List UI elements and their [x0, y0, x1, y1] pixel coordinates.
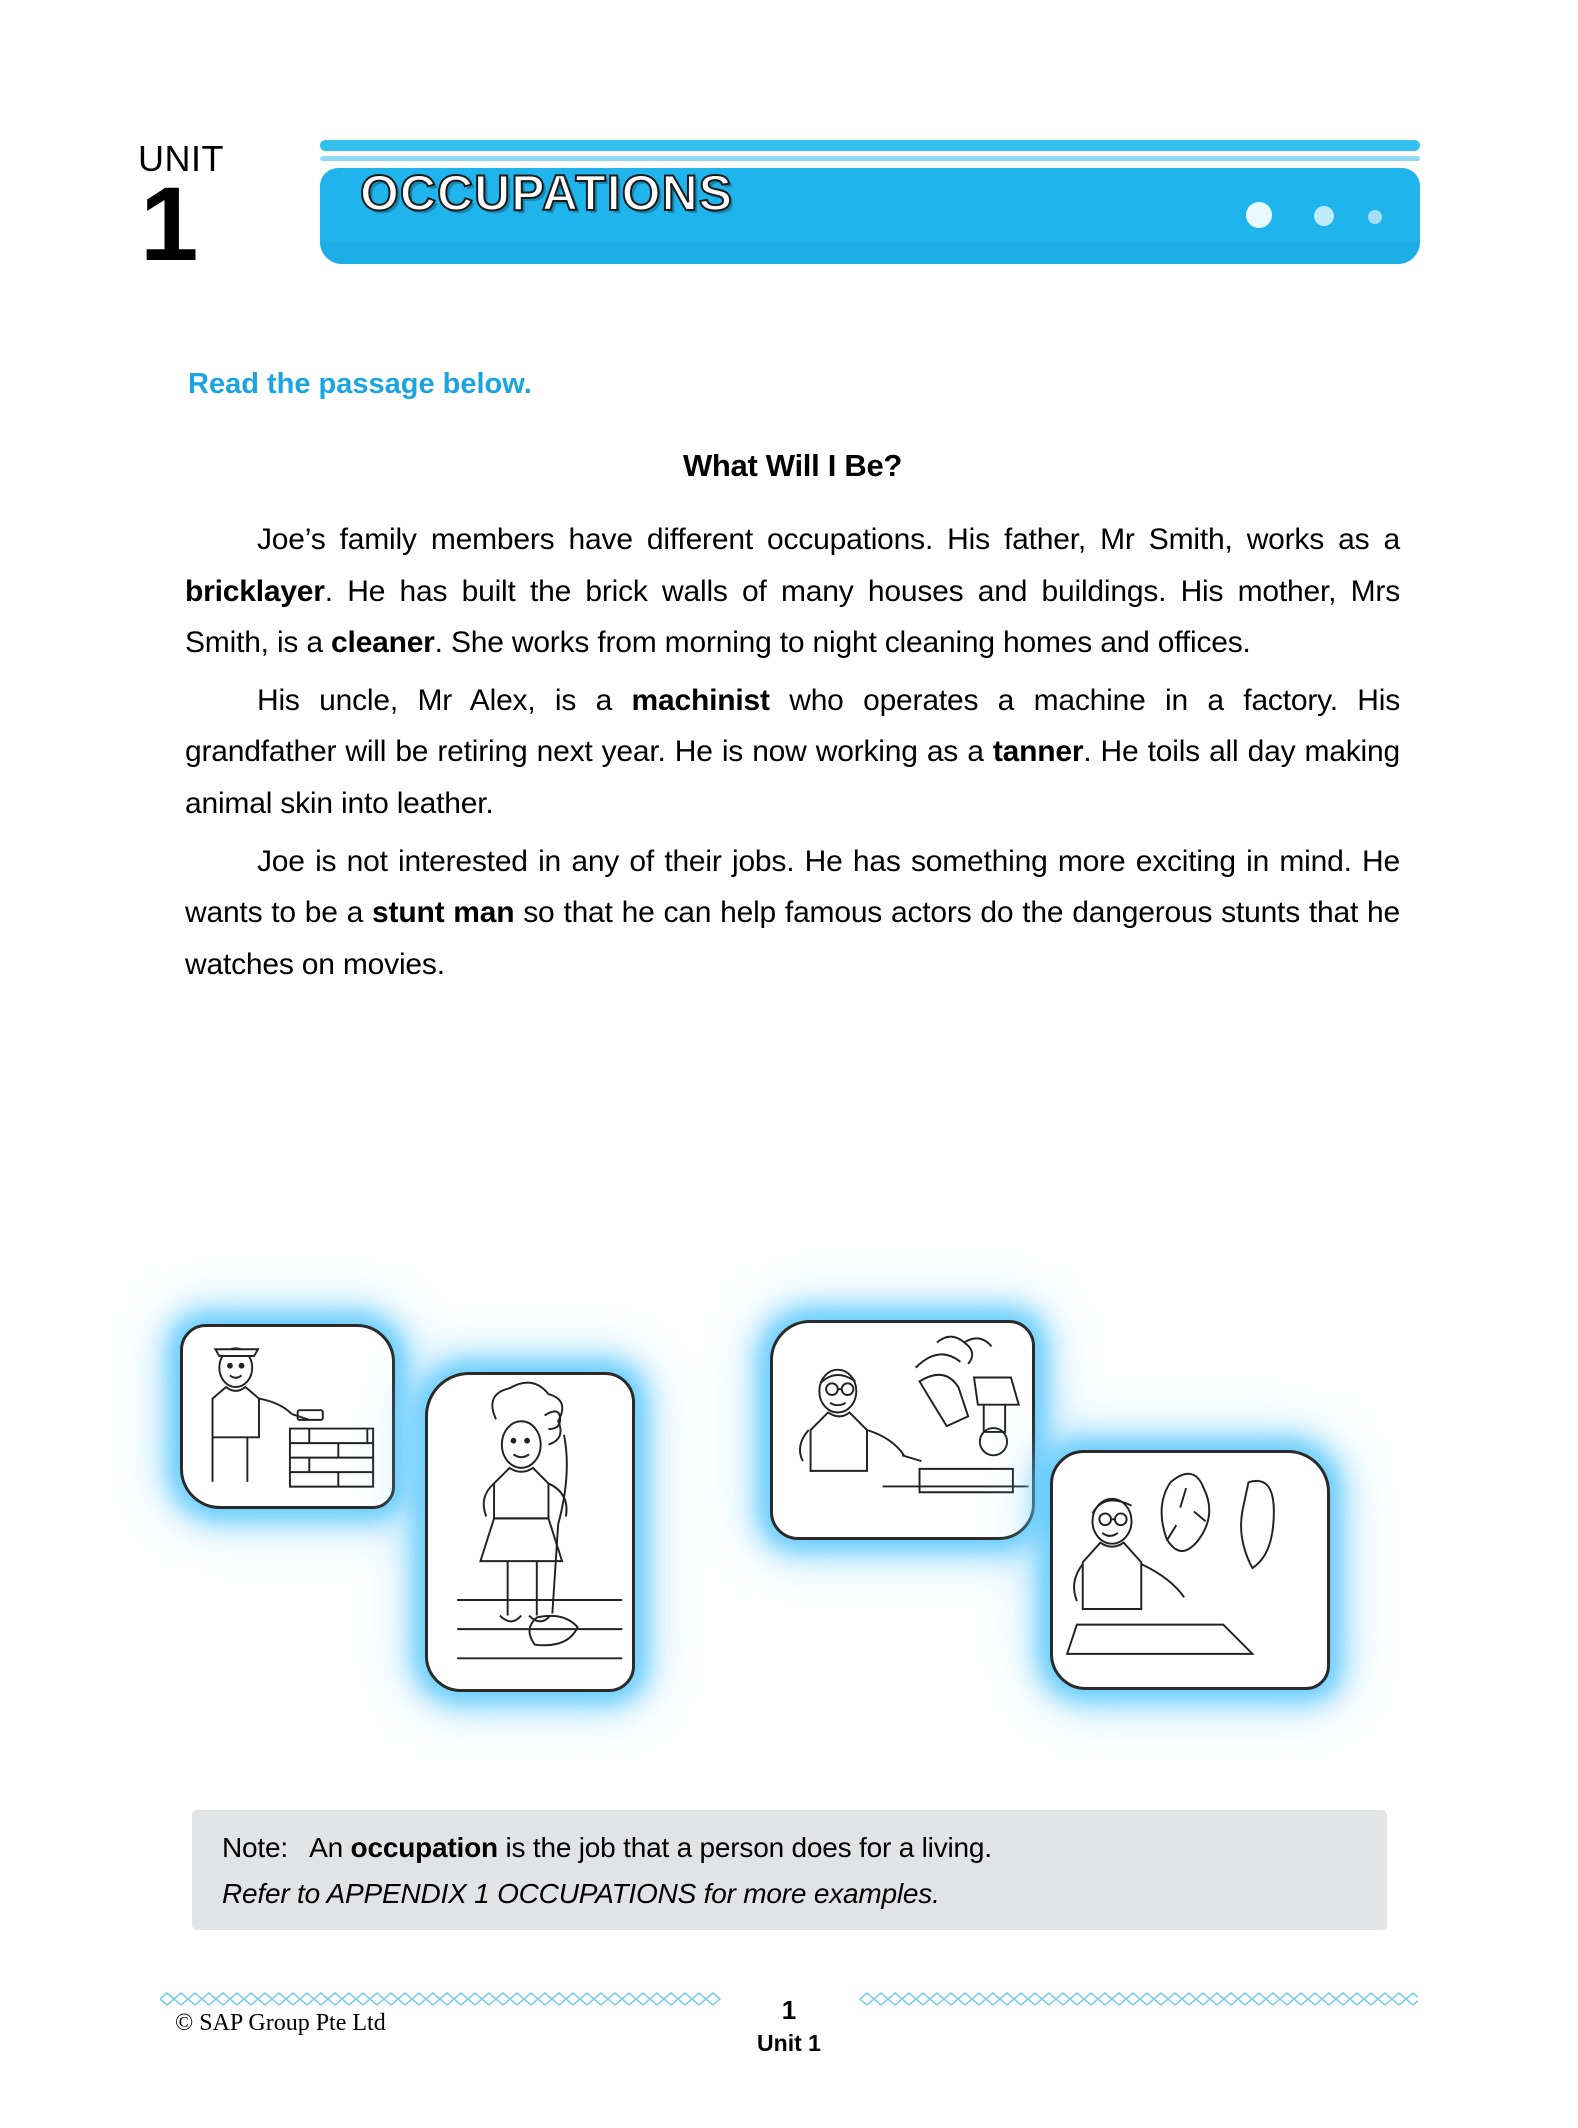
passage-paragraph: [185, 836, 1400, 991]
bricklayer-illustration: [180, 1324, 395, 1509]
passage-keyword: machinist: [631, 683, 770, 717]
instruction-text: Read the passage below.: [188, 368, 532, 400]
passage-keyword: tanner: [992, 735, 1084, 769]
note-prefix: Note: An: [222, 1832, 351, 1863]
passage-keyword: stunt man: [372, 896, 515, 930]
note-line-reference: Refer to APPENDIX 1 OCCUPATIONS for more examples.: [222, 1878, 940, 1909]
banner-title: OCCUPATIONS: [360, 165, 734, 221]
unit-label-block: [138, 138, 288, 283]
passage-text: Joe’s family members have different occupations. His father, Mr Smith, works as a: [257, 523, 1400, 556]
cleaner-illustration: [425, 1372, 635, 1692]
banner-top-rule-thin: [320, 156, 1420, 161]
passage-keyword: cleaner: [330, 626, 435, 660]
passage-text: . He toils all day making animal skin into leather.: [185, 735, 1400, 820]
note-line-primary: [222, 1832, 1357, 1864]
passage-text: . She works from morning to night cleaning homes and offices.: [434, 626, 1251, 660]
illustration-group: [170, 1300, 1410, 1760]
banner-top-rule-thick: [320, 140, 1420, 151]
unit-banner: [320, 140, 1420, 275]
passage-title: What Will I Be?: [682, 448, 903, 483]
unit-word: UNIT: [138, 138, 224, 179]
tanner-illustration: [1050, 1450, 1330, 1690]
page-number: 1: [781, 1995, 797, 2025]
banner-dot-large-icon: [1246, 202, 1272, 228]
passage-paragraph: [185, 675, 1400, 830]
banner-dot-small-icon: [1368, 210, 1382, 224]
passage-text: who operates a machine in a factory. His grandfather will be retiring next year. He is now working as a: [185, 683, 1401, 769]
copyright-text: © SAP Group Pte Ltd: [175, 2010, 386, 2036]
note-box: [192, 1810, 1387, 1930]
note-suffix: is the job that a person does for a living.: [497, 1832, 992, 1863]
note-keyword: occupation: [350, 1832, 498, 1863]
passage-keyword: bricklayer: [185, 574, 325, 608]
passage-text: His uncle, Mr Alex, is a: [257, 683, 632, 717]
passage-paragraph: [185, 514, 1400, 669]
machinist-illustration: [770, 1320, 1035, 1540]
passage-block: [185, 448, 1400, 996]
passage-text: so that he can help famous actors do the dangerous stunts that he watches on movies.: [185, 896, 1401, 981]
unit-number: 1: [140, 166, 199, 283]
passage-text: . He has built the brick walls of many houses and buildings. His mother, Mrs Smith, is a: [185, 574, 1400, 660]
page-unit-label: Unit 1: [757, 2030, 821, 2056]
banner-dot-medium-icon: [1314, 206, 1334, 226]
passage-text: Joe is not interested in any of their jobs. He has something more exciting in mind. He wants to be a: [185, 844, 1400, 930]
